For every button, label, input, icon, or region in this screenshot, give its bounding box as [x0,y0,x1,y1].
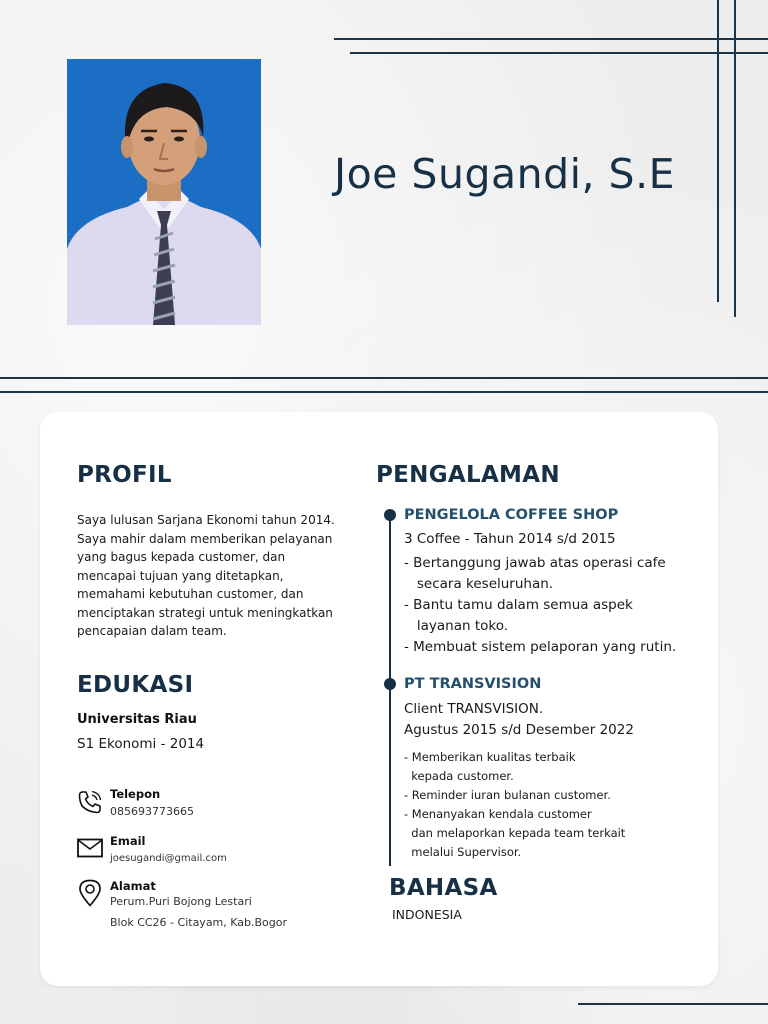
divider-rule-1 [0,377,768,379]
timeline-dot [384,509,396,521]
address-line: Blok CC26 - Citayam, Kab.Bogor [110,916,288,929]
profile-heading: PROFIL [77,462,172,488]
job-line: layanan toko. [404,618,509,634]
top-rule-2 [350,52,768,54]
profile-line: mencapai tujuan yang ditetapkan, [77,568,284,583]
language-heading: BAHASA [389,875,498,901]
job-line: secara keseluruhan. [404,576,554,592]
vertical-rule-2 [734,0,736,317]
education-degree: S1 Ekonomi - 2014 [77,736,205,752]
profile-photo [67,59,261,325]
job-bullet: melalui Supervisor. [404,845,522,859]
profile-line: Saya mahir dalam memberikan pelayanan [77,531,333,546]
job-title: PT TRANSVISION [404,676,542,692]
email-label: Email [110,834,146,848]
job-bullet: kepada customer. [404,769,514,783]
email-value: joesugandi@gmail.com [110,853,227,864]
phone-value: 085693773665 [110,805,194,818]
profile-line: pencapaian dalam team. [77,624,227,638]
job-line: - Bertanggung jawab atas operasi cafe [404,555,666,571]
job-bullet: - Menanyakan kendala customer [404,807,592,821]
job-line: - Bantu tamu dalam semua aspek [404,597,633,613]
full-name: Joe Sugandi, S.E [334,150,676,198]
profile-line: memahami kebutuhan customer, dan [77,587,304,601]
education-heading: EDUKASI [77,672,194,698]
phone-label: Telepon [110,787,161,801]
mail-icon [77,838,103,862]
job-line: - Membuat sistem pelaporan yang rutin. [404,639,677,655]
address-label: Alamat [110,879,156,893]
job-line: Client TRANSVISION. [404,701,544,717]
phone-icon [77,789,103,819]
job-line: Agustus 2015 s/d Desember 2022 [404,722,634,738]
job-line: 3 Coffee - Tahun 2014 s/d 2015 [404,531,616,547]
profile-line: menciptakan strategi untuk meningkatkan [77,605,333,620]
job-bullet: - Reminder iuran bulanan customer. [404,788,611,802]
divider-rule-2 [0,391,768,393]
address-line: Perum.Puri Bojong Lestari [110,895,252,908]
location-pin-icon [78,879,102,911]
experience-heading: PENGALAMAN [376,462,560,488]
job-bullet: - Memberikan kualitas terbaik [404,750,576,764]
job-title: PENGELOLA COFFEE SHOP [404,507,619,523]
timeline-line [389,514,391,866]
education-school: Universitas Riau [77,712,197,727]
timeline-dot [384,678,396,690]
profile-line: Saya lulusan Sarjana Ekonomi tahun 2014. [77,513,335,527]
job-bullet: dan melaporkan kepada team terkait [404,826,626,840]
profile-line: yang bagus kepada customer, dan [77,550,286,564]
bottom-rule [578,1003,768,1005]
language-value: INDONESIA [392,907,462,922]
top-rule-1 [334,38,768,40]
